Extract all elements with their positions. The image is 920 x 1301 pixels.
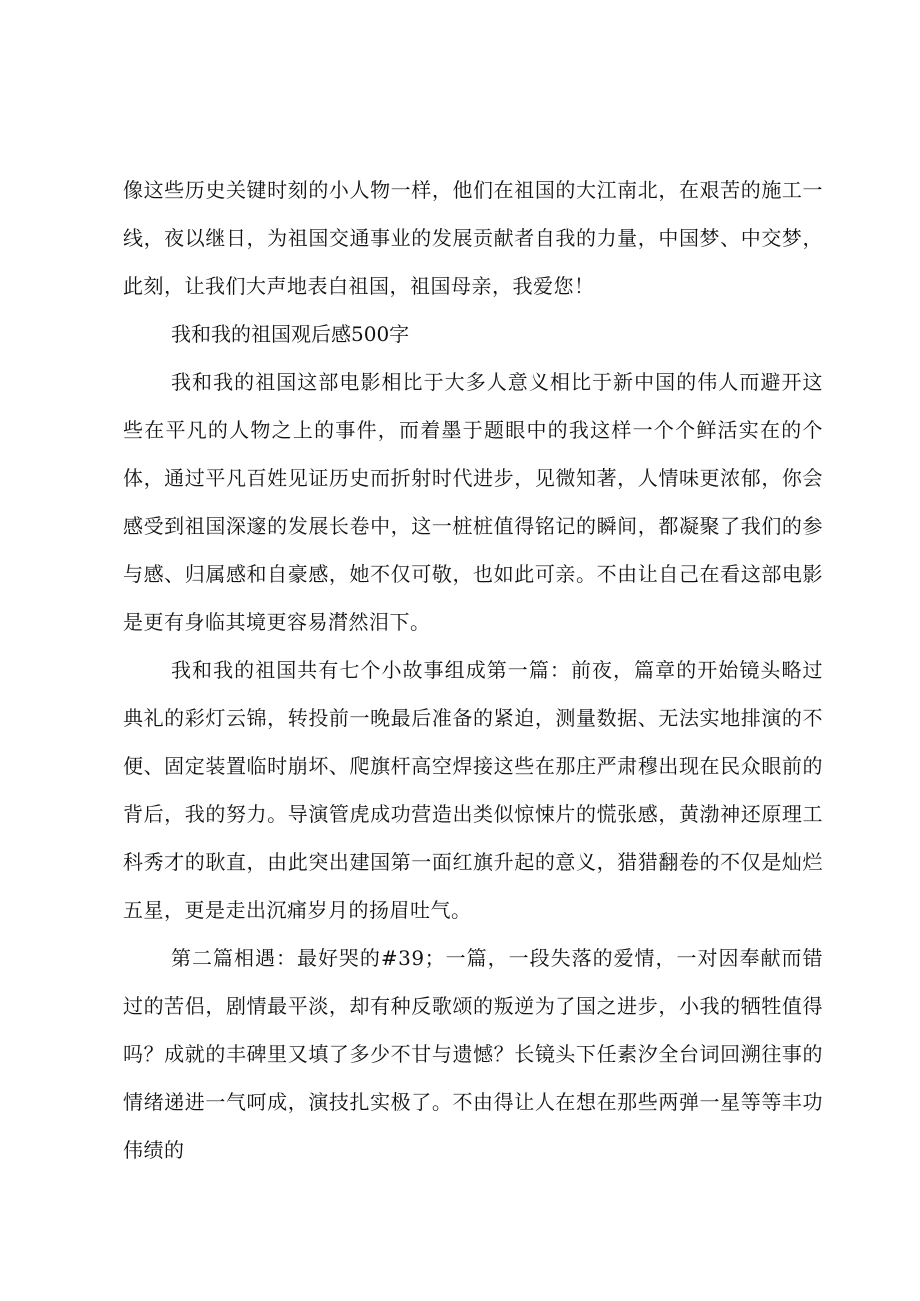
- section-heading: 我和我的祖国观后感500字: [171, 322, 410, 346]
- document-body: [123, 166, 823, 1174]
- paragraph-intro: 我和我的祖国这部电影相比于大多人意义相比于新中国的伟人而避开这些在平凡的人物之上的事件，而着墨于题眼中的我这样一个个鲜活实在的个体，通过平凡百姓见证历史而折射时代进步，见微知著，人情味更浓郁，你会感受到祖国深邃的发展长卷中，这一桩桩值得铭记的瞬间，都凝聚了我们的参与感、归属感和自豪感，她不仅可敬，也如此可亲。不由让自己在看这部电影是更有身临其境更容易潸然泪下。: [123, 370, 823, 634]
- paragraph-first-story: 我和我的祖国共有七个小故事组成第一篇：前夜，篇章的开始镜头略过典礼的彩灯云锦，转投前一晚最后准备的紧迫，测量数据、无法实地排演的不便、固定装置临时崩坏、爬旗杆高空焊接这些在那庄严肃穆出现在民众眼前的背后，我的努力。导演管虎成功营造出类似惊悚片的慌张感，黄渤神还原理工科秀才的耿直，由此突出建国第一面红旗升起的意义，猎猎翻卷的不仅是灿烂五星，更是走出沉痛岁月的扬眉吐气。: [123, 658, 823, 922]
- paragraph-continuation: 像这些历史关键时刻的小人物一样，他们在祖国的大江南北，在艰苦的施工一线，夜以继日，为祖国交通事业的发展贡献者自我的力量，中国梦、中交梦，此刻，让我们大声地表白祖国，祖国母亲，我爱您！: [123, 178, 823, 298]
- paragraph-second-story: 第二篇相遇：最好哭的#39；一篇，一段失落的爱情，一对因奉献而错过的苦侣，剧情最平淡，却有种反歌颂的叛逆为了国之进步，小我的牺牲值得吗？成就的丰碑里又填了多少不甘与遗憾？长镜头下任素汐全台词回溯往事的情绪递进一气呵成，演技扎实极了。不由得让人在想在那些两弹一星等等丰功伟绩的: [123, 946, 823, 1162]
